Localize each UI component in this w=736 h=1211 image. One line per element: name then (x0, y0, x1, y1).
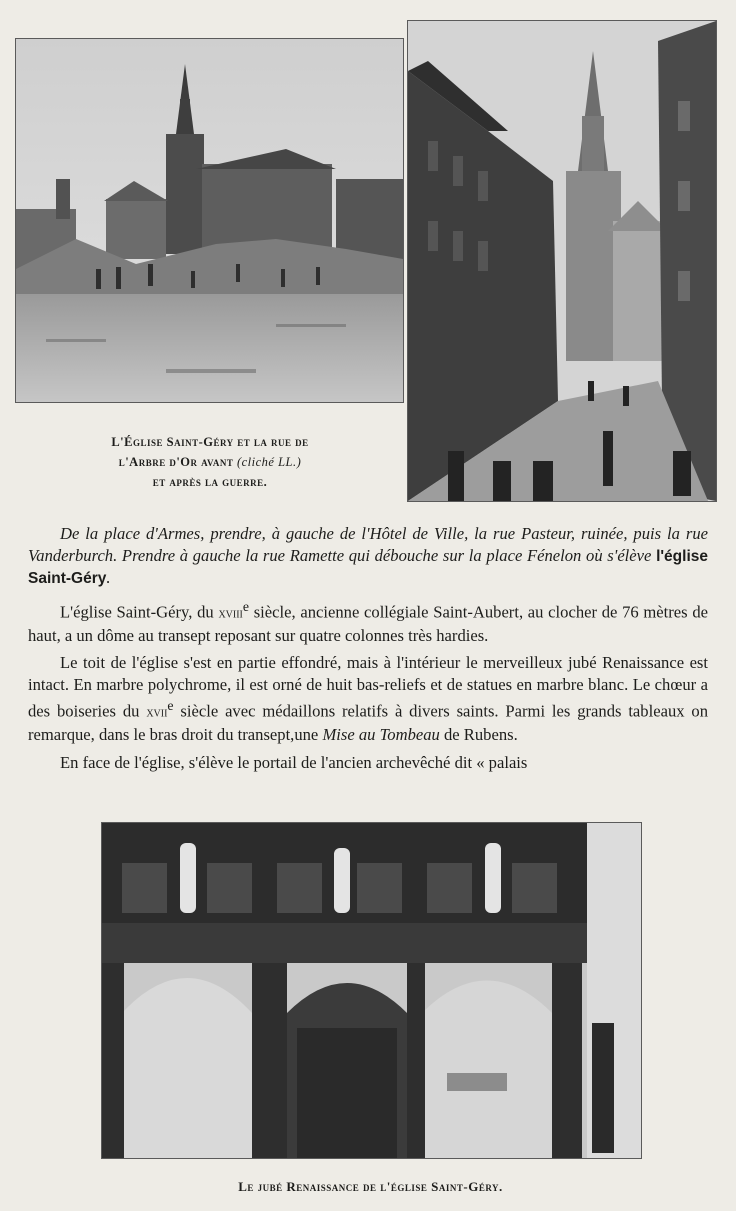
century-suffix-2: e (167, 698, 174, 714)
century-numeral-2: xvii (146, 705, 168, 721)
history-text-b: siècle, ancienne collégiale Saint-Aubert, au clocher de 76 mètres de haut, a un dôme au transept reposant sur quatre colonnes très hardies. (28, 602, 708, 645)
history-text-a: L'église Saint-Géry, du (60, 602, 219, 622)
church-name-bold: l'église Saint-Géry (28, 547, 708, 587)
caption-line-1: L'Église Saint-Géry et la rue de (111, 435, 309, 449)
body-text (28, 523, 708, 779)
paragraph-history (28, 596, 708, 647)
ruined-church-photo (15, 38, 404, 403)
caption-line-3: et après la guerre. (152, 475, 268, 489)
paragraph-palace: En face de l'église, s'élève le portail de l'ancien archevêché dit « palais (60, 752, 528, 772)
century-suffix: e (242, 598, 250, 614)
caption-line-2 (20, 452, 400, 472)
paragraph-interior (28, 652, 708, 746)
painting-title: Mise au Tombeau (322, 725, 440, 745)
paragraph-directions (28, 523, 708, 590)
top-photo-caption (20, 432, 400, 492)
caption-credit: (cliché LL.) (236, 455, 302, 469)
caption-line-2-text: l'Arbre d'Or avant (118, 455, 237, 469)
jube-photo (101, 822, 642, 1159)
century-numeral: xviii (218, 606, 243, 622)
interior-text-b: siècle avec médaillons relatifs à divers saints. Parmi les grands tableaux on remarque, dans le bras droit du transept,une (28, 701, 708, 745)
directions-text: De la place d'Armes, prendre, à gauche de l'Hôtel de Ville, la rue Pasteur, ruinée, puis la rue Vanderburch. Prendre à gauche la rue Ramette qui débouche sur la place Fénelon où s'élève (28, 524, 708, 565)
interior-text-a: Le toit de l'église s'est en partie effondré, mais à l'intérieur le merveilleux jubé Renaissance est intact. En marbre polychrome, il est orné de huit bas-reliefs et de statues en marbre blanc. Le chœur a des boiseries du (28, 653, 708, 721)
interior-text-c: de Rubens. (439, 725, 518, 745)
directions-end: . (106, 568, 111, 587)
street-church-photo (407, 20, 717, 502)
bottom-photo-caption: Le jubé Renaissance de l'église Saint-Géry. (238, 1179, 503, 1194)
